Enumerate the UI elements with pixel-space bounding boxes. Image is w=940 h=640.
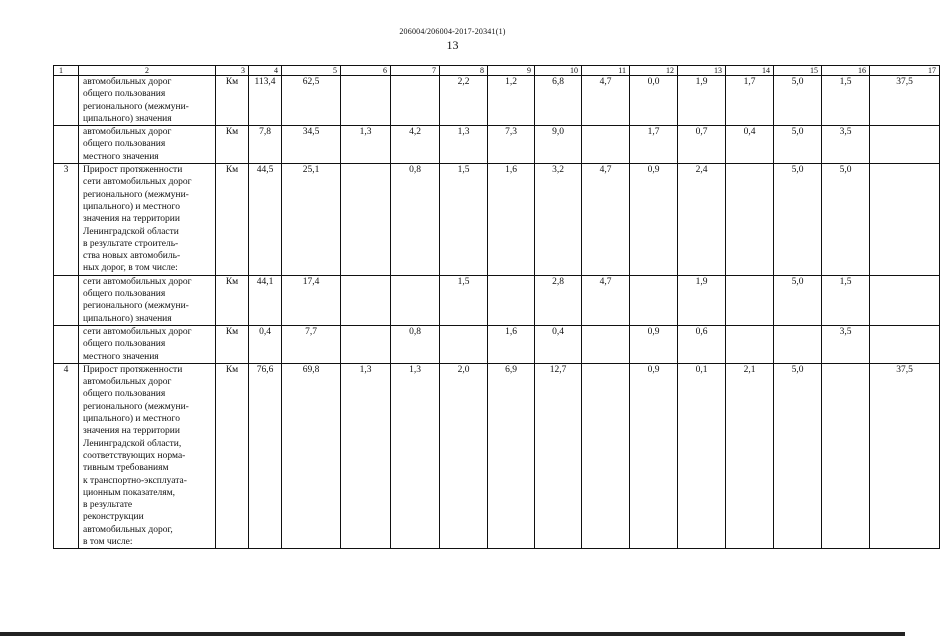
value-cell-col-8: 2,2 [440,76,488,126]
document-id: 206004/206004-2017-20341(1) [399,27,506,36]
scan-edge-line [0,632,905,636]
value-cell-col-14: 0,4 [726,126,774,164]
value-cell-col-9 [488,275,535,325]
value-cell-col-8: 2,0 [440,363,488,548]
row-number: 3 [54,164,79,276]
value-cell-col-7 [391,275,440,325]
value-cell-col-5: 62,5 [282,76,341,126]
value-cell-col-12: 0,0 [630,76,678,126]
value-cell-col-6 [341,76,391,126]
unit-cell: Км [216,76,249,126]
value-cell-col-4: 76,6 [249,363,282,548]
description-line: автомобильных дорог, [83,524,173,535]
description-line: в том числе: [83,536,133,547]
description-line: автомобильных дорог [83,77,172,87]
value-cell-col-17 [870,325,940,363]
value-cell-col-17 [870,164,940,276]
value-cell-col-8: 1,5 [440,275,488,325]
description-line: к транспортно-эксплуата- [83,475,187,486]
value-cell-col-16: 1,5 [822,275,870,325]
value-cell-col-6 [341,325,391,363]
value-cell-col-4: 0,4 [249,325,282,363]
description-line: общего пользования [83,389,166,400]
value-cell-col-16: 1,5 [822,76,870,126]
description-line: ства новых автомобиль- [83,251,181,262]
row-number: 4 [54,363,79,548]
column-number-8: 8 [440,66,488,76]
column-number-9: 9 [488,66,535,76]
value-cell-col-14: 1,7 [726,76,774,126]
value-cell-col-11: 4,7 [582,275,630,325]
value-cell-col-10: 9,0 [535,126,582,164]
value-cell-col-7: 0,8 [391,325,440,363]
value-cell-col-13: 1,9 [678,275,726,325]
column-number-3: 3 [216,66,249,76]
column-number-4: 4 [249,66,282,76]
value-cell-col-17 [870,275,940,325]
value-cell-col-12: 0,9 [630,363,678,548]
value-cell-col-4: 7,8 [249,126,282,164]
row-description [79,76,216,126]
description-line: регионального (межмуни- [83,101,189,112]
value-cell-col-4: 113,4 [249,76,282,126]
value-cell-col-14 [726,325,774,363]
row-description [79,275,216,325]
table-row [54,325,940,363]
column-number-14: 14 [726,66,774,76]
description-line: ципального) значения [83,113,172,124]
value-cell-col-11: 4,7 [582,164,630,276]
header-number-row [54,66,940,76]
column-number-13: 13 [678,66,726,76]
value-cell-col-14: 2,1 [726,363,774,548]
description-line: ципального) и местного [83,414,180,425]
value-cell-col-11 [582,325,630,363]
unit-cell: Км [216,126,249,164]
description-line: в результате строитель- [83,238,179,249]
value-cell-col-13: 0,1 [678,363,726,548]
value-cell-col-15: 5,0 [774,164,822,276]
description-line: ципального) и местного [83,201,180,212]
value-cell-col-9: 1,6 [488,325,535,363]
description-line: соответствующих норма- [83,450,186,461]
value-cell-col-16: 3,5 [822,126,870,164]
row-number [54,76,79,126]
column-number-10: 10 [535,66,582,76]
value-cell-col-10: 0,4 [535,325,582,363]
value-cell-col-9: 1,6 [488,164,535,276]
row-number [54,275,79,325]
column-number-5: 5 [282,66,341,76]
table-row [54,76,940,126]
description-line: значения на территории [83,426,180,437]
row-description [79,164,216,276]
description-line: регионального (межмуни- [83,401,189,412]
column-number-15: 15 [774,66,822,76]
value-cell-col-15: 5,0 [774,275,822,325]
unit-cell: Км [216,275,249,325]
page-number: 13 [446,38,459,52]
table-row [54,363,940,548]
description-line: Ленинградской области [83,226,179,237]
value-cell-col-12: 1,7 [630,126,678,164]
value-cell-col-6 [341,164,391,276]
column-number-7: 7 [391,66,440,76]
description-line: ных дорог, в том числе: [83,263,178,274]
description-line: реконструкции [83,512,144,523]
description-line: в результате [83,500,133,511]
table-row [54,275,940,325]
value-cell-col-13: 0,6 [678,325,726,363]
column-number-11: 11 [582,66,630,76]
value-cell-col-7 [391,76,440,126]
value-cell-col-5: 25,1 [282,164,341,276]
description-line: автомобильных дорог [83,377,172,388]
row-description [79,126,216,164]
description-line: общего пользования [83,139,166,150]
value-cell-col-11 [582,363,630,548]
value-cell-col-16 [822,363,870,548]
description-line: сети автомобильных дорог [83,177,192,188]
description-line: общего пользования [83,289,166,300]
value-cell-col-4: 44,1 [249,275,282,325]
description-line: местного значения [83,351,159,362]
value-cell-col-5: 17,4 [282,275,341,325]
value-cell-col-17: 37,5 [870,76,940,126]
description-line: Прирост протяженности [83,165,183,176]
value-cell-col-14 [726,164,774,276]
row-description [79,325,216,363]
value-cell-col-9: 6,9 [488,363,535,548]
value-cell-col-6: 1,3 [341,126,391,164]
value-cell-col-6 [341,275,391,325]
unit-cell: Км [216,164,249,276]
description-line: местного значения [83,151,159,162]
description-line: автомобильных дорог [83,127,172,138]
value-cell-col-10: 2,8 [535,275,582,325]
value-cell-col-15: 5,0 [774,76,822,126]
value-cell-col-8: 1,3 [440,126,488,164]
table-row [54,164,940,276]
value-cell-col-15: 5,0 [774,363,822,548]
value-cell-col-7: 0,8 [391,164,440,276]
column-number-16: 16 [822,66,870,76]
road-length-table [53,65,940,549]
column-number-17: 17 [870,66,940,76]
row-description [79,363,216,548]
value-cell-col-5: 34,5 [282,126,341,164]
value-cell-col-15: 5,0 [774,126,822,164]
value-cell-col-13: 2,4 [678,164,726,276]
description-line: Прирост протяженности [83,364,183,375]
description-line: общего пользования [83,339,166,350]
value-cell-col-12: 0,9 [630,164,678,276]
value-cell-col-13: 1,9 [678,76,726,126]
value-cell-col-8 [440,325,488,363]
value-cell-col-6: 1,3 [341,363,391,548]
value-cell-col-14 [726,275,774,325]
column-number-1: 1 [54,66,79,76]
value-cell-col-10: 6,8 [535,76,582,126]
value-cell-col-5: 7,7 [282,325,341,363]
value-cell-col-17 [870,126,940,164]
column-number-6: 6 [341,66,391,76]
value-cell-col-16: 3,5 [822,325,870,363]
description-line: значения на территории [83,214,180,225]
unit-cell: Км [216,363,249,548]
value-cell-col-12: 0,9 [630,325,678,363]
value-cell-col-11 [582,126,630,164]
table-row [54,126,940,164]
description-line: тивным требованиям [83,463,169,474]
description-line: сети автомобильных дорог [83,326,192,337]
row-number [54,126,79,164]
value-cell-col-8: 1,5 [440,164,488,276]
column-number-2: 2 [79,66,216,76]
value-cell-col-4: 44,5 [249,164,282,276]
value-cell-col-16: 5,0 [822,164,870,276]
value-cell-col-5: 69,8 [282,363,341,548]
value-cell-col-10: 3,2 [535,164,582,276]
value-cell-col-7: 4,2 [391,126,440,164]
value-cell-col-15 [774,325,822,363]
value-cell-col-13: 0,7 [678,126,726,164]
value-cell-col-11: 4,7 [582,76,630,126]
description-line: регионального (межмуни- [83,301,189,312]
unit-cell: Км [216,325,249,363]
column-number-12: 12 [630,66,678,76]
value-cell-col-17: 37,5 [870,363,940,548]
value-cell-col-10: 12,7 [535,363,582,548]
row-number [54,325,79,363]
value-cell-col-9: 1,2 [488,76,535,126]
description-line: сети автомобильных дорог [83,276,192,287]
value-cell-col-9: 7,3 [488,126,535,164]
description-line: ципального) значения [83,313,172,324]
description-line: общего пользования [83,89,166,100]
description-line: регионального (межмуни- [83,189,189,200]
description-line: ционным показателям, [83,487,175,498]
value-cell-col-7: 1,3 [391,363,440,548]
description-line: Ленинградской области, [83,438,182,449]
value-cell-col-12 [630,275,678,325]
